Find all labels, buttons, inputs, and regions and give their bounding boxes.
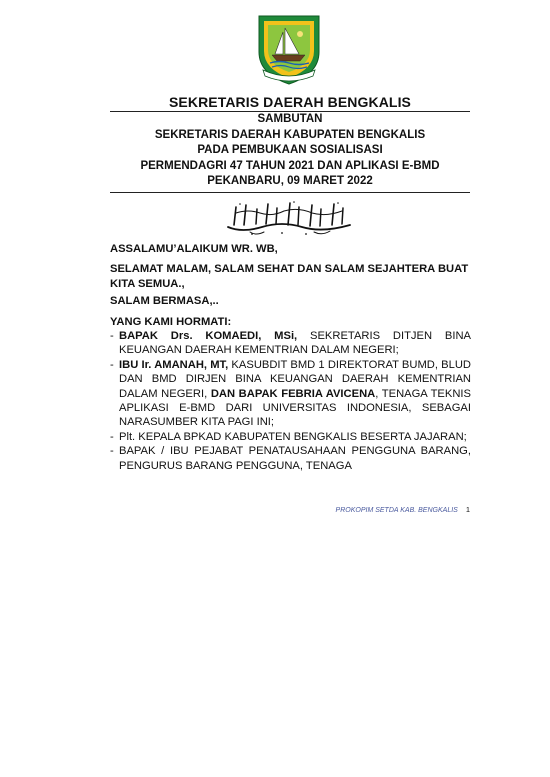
honored-role: KASUBDIT BMD 1 DIREKTORAT BUMD, BLUD DAN BMD DIRJEN BINA KEUANGAN DAERAH KEMENTRIAN DALAM NEGERI, xyxy=(119,358,471,400)
honored-role: Plt. KEPALA BPKAD KABUPATEN BENGKALIS BESERTA JAJARAN; xyxy=(119,430,467,443)
speech-body xyxy=(110,242,471,473)
speech-header xyxy=(110,112,470,190)
page-footer xyxy=(300,505,470,514)
honored-title: YANG KAMI HORMATI: xyxy=(110,315,232,328)
honored-role: , TENAGA TEKNIS APLIKASI E-BMD DARI UNIVERSITAS INDONESIA, SEBAGAI NARASUMBER KITA PAGI INI; xyxy=(119,387,471,429)
page-number: 1 xyxy=(465,505,470,514)
honored-role: SEKRETARIS DITJEN BINA KEUANGAN DAERAH KEMENTRIAN DALAM NEGERI; xyxy=(119,330,471,357)
honored-name: DAN BAPAK FEBRIA AVICENA xyxy=(210,387,376,400)
organization-title: SEKRETARIS DAERAH BENGKALIS xyxy=(168,94,411,110)
greeting-line: SALAM BERMASA,.. xyxy=(110,295,219,308)
header-line: PEKANBARU, 09 MARET 2022 xyxy=(207,175,373,188)
header-line: PERMENDAGRI 47 TAHUN 2021 DAN APLIKASI E-BMD xyxy=(140,159,440,172)
header-line: SEKRETARIS DAERAH KABUPATEN BENGKALIS xyxy=(154,128,426,141)
honored-name: IBU Ir. AMANAH, MT, xyxy=(119,358,229,371)
footer-text: PROKOPIM SETDA KAB. BENGKALIS xyxy=(335,507,458,514)
greeting-line: SELAMAT MALAM, SALAM SEHAT DAN SALAM SEJAHTERA BUAT KITA SEMUA., xyxy=(110,263,469,290)
bengkalis-regency-seal-icon xyxy=(253,12,325,86)
honored-list xyxy=(110,329,471,473)
bismillah-calligraphy-icon xyxy=(222,199,357,237)
list-item: - Plt. KEPALA BPKAD KABUPATEN BENGKALIS BESERTA JAJARAN; xyxy=(110,430,467,443)
greeting-line: ASSALAMU’ALAIKUM WR. WB, xyxy=(110,243,278,255)
list-item: - BAPAK / IBU PEJABAT PENATAUSAHAAN PENGGUNA BARANG, PENGURUS BARANG PENGGUNA, TENAGA xyxy=(110,445,471,472)
header-line: PADA PEMBUKAAN SOSIALISASI xyxy=(197,144,383,157)
list-item: - BAPAK Drs. KOMAEDI, MSi, SEKRETARIS DITJEN BINA KEUANGAN DAERAH KEMENTRIAN DALAM NEGERI; xyxy=(110,330,471,357)
divider xyxy=(110,192,470,193)
honored-role: BAPAK / IBU PEJABAT PENATAUSAHAAN PENGGUNA BARANG, PENGURUS BARANG PENGGUNA, TENAGA xyxy=(119,445,471,472)
list-item: - IBU Ir. AMANAH, MT, KASUBDIT BMD 1 DIREKTORAT BUMD, BLUD DAN BMD DIRJEN BINA KEUANGAN DAERAH KEMENTRIAN DALAM NEGERI, DAN BAPAK FEBRIA AVICENA, TENAGA TEKNIS APLIKASI E-BMD DARI UNIVERSITAS INDONESIA, SEBAGAI NARASUMBER KITA PAGI INI; xyxy=(110,358,471,429)
header-line: SAMBUTAN xyxy=(257,113,323,125)
honored-name: BAPAK Drs. KOMAEDI, MSi, xyxy=(119,330,298,343)
